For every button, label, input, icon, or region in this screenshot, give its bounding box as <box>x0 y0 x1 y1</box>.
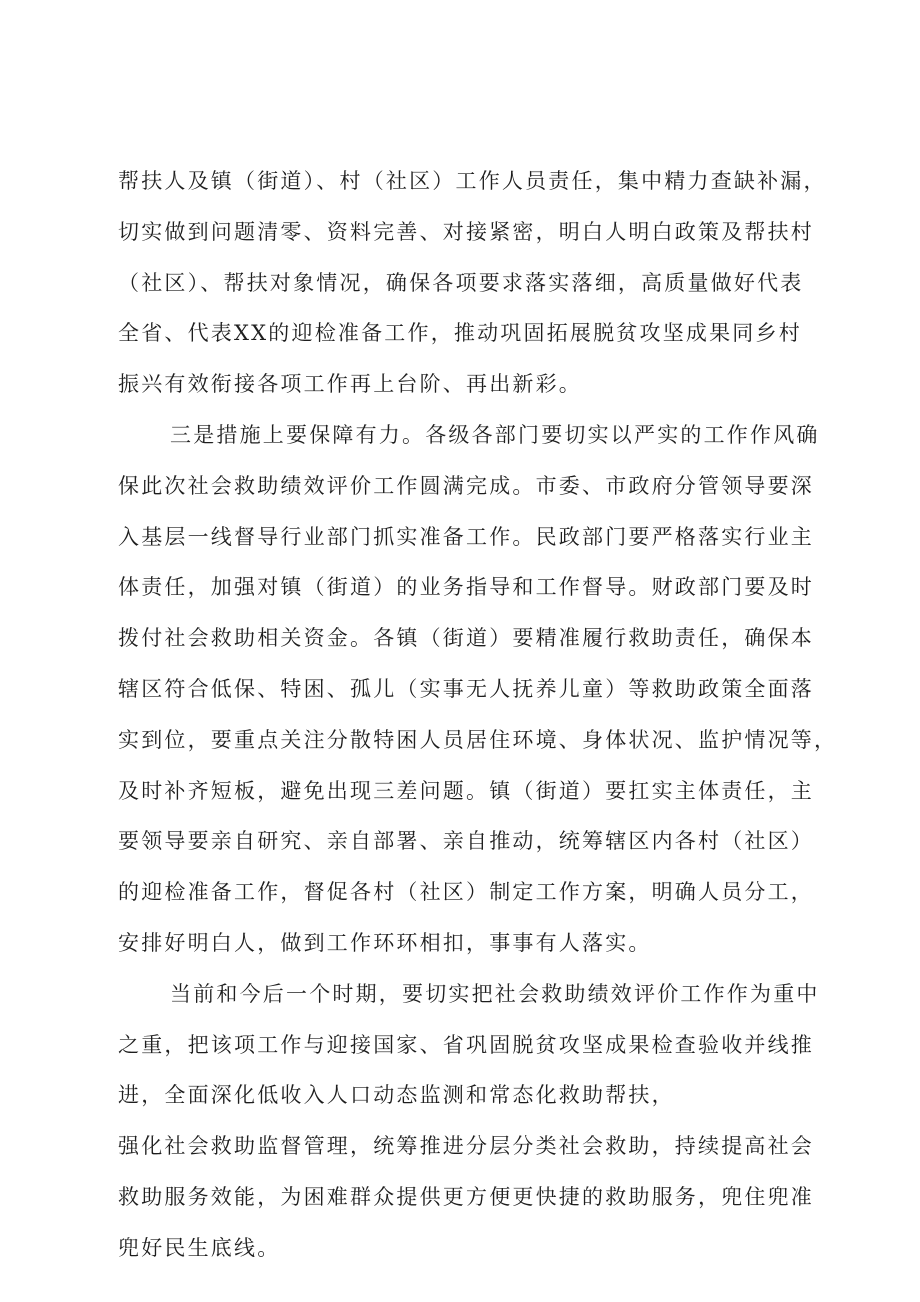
text-line: 全省、代表XX的迎检准备工作，推动巩固拓展脱贫攻坚成果同乡村 <box>118 321 802 345</box>
text-line: 进，全面深化低收入人口动态监测和常态化救助帮扶， <box>118 1083 675 1107</box>
text-line: （社区）、帮扶对象情况，确保各项要求落实落细，高质量做好代表 <box>118 271 804 295</box>
text-line: 及时补齐短板，避免出现三差问题。镇（街道）要扛实主体责任，主 <box>118 779 814 803</box>
text-line: 辖区符合低保、特困、孤儿（实事无人抚养儿童）等救助政策全面落 <box>118 677 814 701</box>
text-line: 兜好民生底线。 <box>118 1236 281 1260</box>
text-line: 体责任，加强对镇（街道）的业务指导和工作督导。财政部门要及时 <box>118 575 814 599</box>
text-line: 拨付社会救助相关资金。各镇（街道）要精准履行救助责任，确保本 <box>118 626 814 650</box>
text-line: 要领导要亲自研究、亲自部署、亲自推动，统筹辖区内各村（社区） <box>118 829 814 853</box>
text-line: 实到位，要重点关注分散特困人员居住环境、身体状况、监护情况等， <box>118 728 838 752</box>
text-line: 帮扶人及镇（街道）、村（社区）工作人员责任，集中精力查缺补漏， <box>118 169 827 193</box>
text-line: 的迎检准备工作，督促各村（社区）制定工作方案，明确人员分工， <box>118 880 814 904</box>
text-line: 之重，把该项工作与迎接国家、省巩固脱贫攻坚成果检查验收并线推 <box>118 1033 814 1057</box>
text-line: 入基层一线督导行业部门抓实准备工作。民政部门要严格落实行业主 <box>118 525 814 549</box>
text-line: 安排好明白人，做到工作环环相扣，事事有人落实。 <box>118 931 652 955</box>
text-line: 保此次社会救助绩效评价工作圆满完成。市委、市政府分管领导要深 <box>118 474 814 498</box>
text-line: 强化社会救助监督管理，统筹推进分层分类社会救助，持续提高社会 <box>118 1134 814 1158</box>
paragraph-first-line: 三是措施上要保障有力。各级各部门要切实以严实的工作作风确 <box>170 423 820 447</box>
text-line: 切实做到问题清零、资料完善、对接紧密，明白人明白政策及帮扶村 <box>118 220 814 244</box>
text-line: 振兴有效衔接各项工作再上台阶、再出新彩。 <box>118 372 582 396</box>
paragraph-first-line: 当前和今后一个时期，要切实把社会救助绩效评价工作作为重中 <box>170 982 820 1006</box>
text-line: 救助服务效能，为困难群众提供更方便更快捷的救助服务，兜住兜准 <box>118 1185 814 1209</box>
